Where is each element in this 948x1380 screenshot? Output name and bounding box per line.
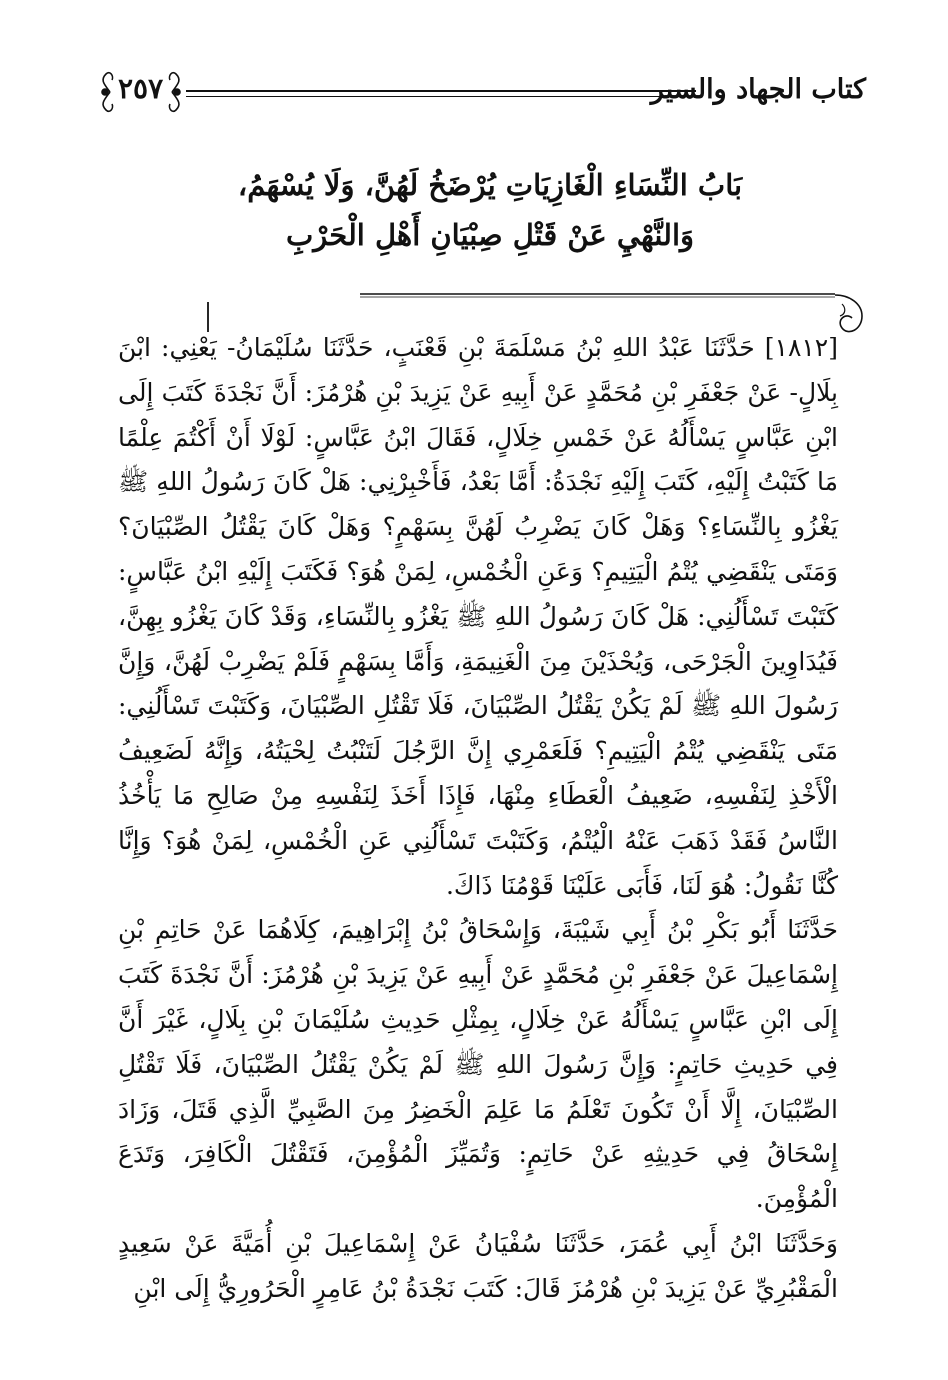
book-title: كتاب الجهاد والسير: [650, 74, 866, 105]
hadith-paragraph: حَدَّثَنَا أَبُو بَكْرِ بْنُ أَبِي شَيْبَةَ، وَإِسْحَاقُ بْنُ إِبْرَاهِيمَ، كِلَاهُمَا عَنْ حَاتِمِ بْنِ إِسْمَاعِيلَ عَنْ جَعْفَرِ بْنِ مُحَمَّدٍ عَنْ أَبِيهِ عَنْ يَزِيدَ بْنِ هُرْمُزَ: أَنَّ نَجْدَةَ كَتَبَ إِلَى ابْنِ عَبَّاسٍ يَسْأَلُهُ عَنْ خِلَالٍ، بِمِثْلِ حَدِيثِ سُلَيْمَانَ بْنِ بِلَالٍ، غَيْرَ أَنَّ فِي حَدِيثِ حَاتِمٍ: وَإِنَّ رَسُولَ اللهِ ﷺ لَمْ يَكُنْ يَقْتُلُ الصِّبْيَانَ، فَلَا تَقْتُلِ الصِّبْيَانَ، إِلَّا أَنْ تَكُونَ تَعْلَمُ مَا عَلِمَ الْخَضِرُ مِنَ الصَّبِيِّ الَّذِي قَتَلَ، وَزَادَ إِسْحَاقُ فِي حَدِيثِهِ عَنْ حَاتِمٍ: وَتُمَيِّزَ الْمُؤْمِنَ، فَتَقْتُلَ الْكَافِرَ، وَتَدَعَ الْمُؤْمِنَ.: [118, 915, 838, 1214]
hadith-text: [118, 326, 838, 1312]
header-rule-thin: [186, 96, 696, 97]
running-header: [96, 62, 866, 132]
hadith-paragraph: [١٨١٢] حَدَّثَنَا عَبْدُ اللهِ بْنُ مَسْلَمَةَ بْنِ قَعْنَبٍ، حَدَّثَنَا سُلَيْمَانُ- يَعْنِي: ابْنَ بِلَالٍ- عَنْ جَعْفَرِ بْنِ مُحَمَّدٍ عَنْ أَبِيهِ عَنْ يَزِيدَ بْنِ هُرْمُزَ: أَنَّ نَجْدَةَ كَتَبَ إِلَى ابْنِ عَبَّاسٍ يَسْأَلُهُ عَنْ خَمْسِ خِلَالٍ، فَقَالَ ابْنُ عَبَّاسٍ: لَوْلَا أَنْ أَكْتُمَ عِلْمًا مَا كَتَبْتُ إِلَيْهِ، كَتَبَ إِلَيْهِ نَجْدَةُ: أَمَّا بَعْدُ، فَأَخْبِرْنِي: هَلْ كَانَ رَسُولُ اللهِ ﷺ يَغْزُو بِالنِّسَاءِ؟ وَهَلْ كَانَ يَضْرِبُ لَهُنَّ بِسَهْمٍ؟ وَهَلْ كَانَ يَقْتُلُ الصِّبْيَانَ؟ وَمَتَى يَنْقَضِي يُتْمُ الْيَتِيمِ؟ وَعَنِ الْخُمْسِ، لِمَنْ هُوَ؟ فَكَتَبَ إِلَيْهِ ابْنُ عَبَّاسٍ: كَتَبْتَ تَسْأَلُنِي: هَلْ كَانَ رَسُولُ اللهِ ﷺ يَغْزُو بِالنِّسَاءِ، وَقَدْ كَانَ يَغْزُو بِهِنَّ، فَيُدَاوِينَ الْجَرْحَى، وَيُحْذَيْنَ مِنَ الْغَنِيمَةِ، وَأَمَّا بِسَهْمٍ فَلَمْ يَضْرِبْ لَهُنَّ، وَإِنَّ رَسُولَ اللهِ ﷺ لَمْ يَكُنْ يَقْتُلُ الصِّبْيَانَ، فَلَا تَقْتُلِ الصِّبْيَانَ، وَكَتَبْتَ تَسْأَلُنِي: مَتَى يَنْقَضِي يُتْمُ الْيَتِيمِ؟ فَلَعَمْرِي إِنَّ الرَّجُلَ لَتَنْبُتُ لِحْيَتُهُ، وَإِنَّهُ لَضَعِيفُ الْأَخْذِ لِنَفْسِهِ، ضَعِيفُ الْعَطَاءِ مِنْهَا، فَإِذَا أَخَذَ لِنَفْسِهِ مِنْ صَالِحِ مَا يَأْخُذُ النَّاسُ فَقَدْ ذَهَبَ عَنْهُ الْيُتْمُ، وَكَتَبْتَ تَسْأَلُنِي عَنِ الْخُمْسِ، لِمَنْ هُوَ؟ وَإِنَّا كُنَّا نَقُولُ: هُوَ لَنَا، فَأَبَى عَلَيْنَا قَوْمُنَا ذَاكَ.: [118, 333, 838, 900]
page-number: ٢٥٧: [118, 72, 164, 105]
chapter-title-line-2: وَالنَّهْيِ عَنْ قَتْلِ صِبْيَانِ أَهْلِ الْحَرْبِ: [285, 218, 695, 252]
header-rule: [186, 90, 696, 92]
chapter-title-line-1: بَابُ النِّسَاءِ الْغَازِيَاتِ يُرْضَخُ لَهُنَّ، وَلَا يُسْهَمُ،: [237, 168, 743, 202]
chapter-title: [160, 160, 820, 260]
hadith-paragraph: وَحَدَّثَنَا ابْنُ أَبِي عُمَرَ، حَدَّثَنَا سُفْيَانُ عَنْ إِسْمَاعِيلَ بْنِ أُمَيَّةَ عَنْ سَعِيدٍ الْمَقْبُرِيِّ عَنْ يَزِيدَ بْنِ هُرْمُزَ قَالَ: كَتَبَ نَجْدَةُ بْنُ عَامِرٍ الْحَرُورِيُّ إِلَى ابْنِ: [118, 1228, 838, 1303]
